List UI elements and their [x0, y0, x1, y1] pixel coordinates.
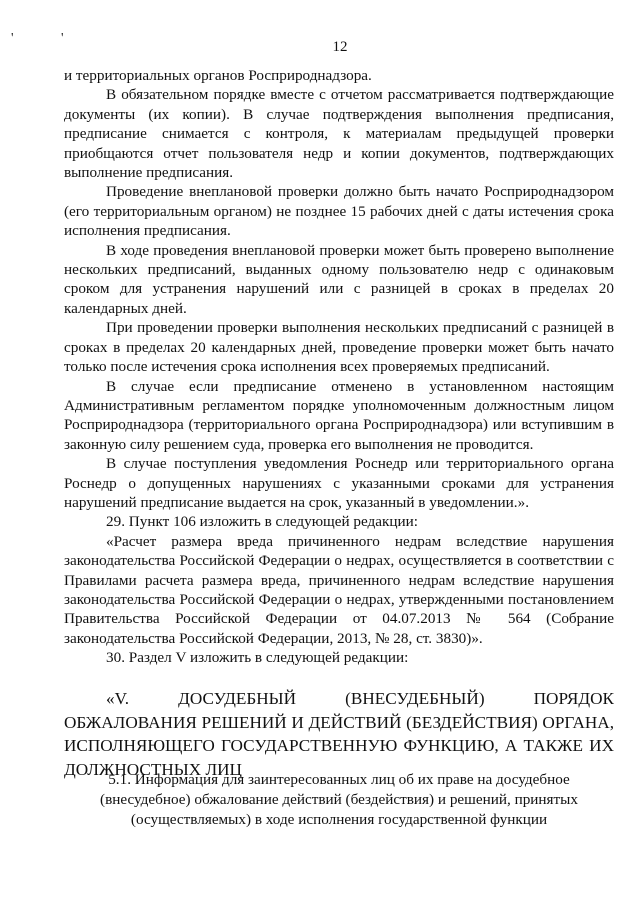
paragraph: 29. Пункт 106 изложить в следующей редакции: — [106, 513, 419, 531]
scan-marks: ' ' — [11, 31, 86, 46]
paragraph: При проведении проверки выполнения нескольких предписаний с разницей в сроках в пределах 20 календарных дней, проведение проверки может быть начато только после истечения срока исполнения всех проверяемых предписаний. — [64, 319, 614, 376]
subsection-heading: 5.1. Информация для заинтересованных лиц об их праве на досудебное (внесудебное) обжалование действий (бездействия) и решений, принятых (осуществляемых) в ходе исполнения государственной функции — [100, 771, 578, 828]
paragraph: В случае если предписание отменено в установленном настоящим Административным регламентом порядке уполномоченным должностным лицом Росприроднадзора (территориального органа Росприроднадзора) или вступившим в законную силу решением суда, проверка его выполнения не проводится. — [64, 377, 614, 453]
paragraph-continuation: и территориальных органов Росприроднадзора. — [64, 67, 372, 84]
section-heading: «V. ДОСУДЕБНЫЙ (ВНЕСУДЕБНЫЙ) ПОРЯДОК ОБЖАЛОВАНИЯ РЕШЕНИЙ И ДЕЙСТВИЙ (БЕЗДЕЙСТВИЯ) ОРГАНА, ИСПОЛНЯЮЩЕГО ГОСУДАРСТВЕННУЮ ФУНКЦИЮ, А ТАКЖЕ ИХ ДОЛЖНОСТНЫХ ЛИЦ — [64, 689, 614, 779]
paragraph: В ходе проведения внеплановой проверки может быть проверено выполнение нескольких предписаний, выданных одному пользователю недр с одинаковым сроком для устранения нарушений или с разницей в сроках в пределах 20 календарных дней. — [64, 241, 614, 317]
paragraph: Проведение внеплановой проверки должно быть начато Росприроднадзором (его территориальным органом) не позднее 15 рабочих дней с даты истечения срока исполнения предписания. — [64, 183, 614, 240]
page-number: 12 — [332, 39, 348, 55]
paragraph: 30. Раздел V изложить в следующей редакции: — [106, 649, 409, 667]
paragraph: «Расчет размера вреда причиненного недрам вследствие нарушения законодательства Российской Федерации о недрах, осуществляется в соответствии с Правилами расчета размера вреда, причиненного недрам вследствие нарушения законодательства Российской Федерации о недрах, утвержденными постановлением Правительства Российской Федерации от 04.07.2013 № 564 (Собрание законодательства Российской Федерации, 2013, № 28, ст. 3830)». — [64, 532, 614, 647]
paragraph: В обязательном порядке вместе с отчетом рассматривается подтверждающие документы (их копии). В случае подтверждения выполнения предписания, предписание снимается с контроля, к материалам предыдущей проверки приобщаются отчет пользователя недр и копии документов, подтверждающих выполнение предписания. — [64, 86, 614, 182]
paragraph: В случае поступления уведомления Роснедр или территориального органа Роснедр о допущенных нарушениях с указанными сроками для устранения нарушений предписание выдается на срок, указанный в уведомлении.». — [64, 455, 614, 511]
body-text — [64, 66, 614, 668]
